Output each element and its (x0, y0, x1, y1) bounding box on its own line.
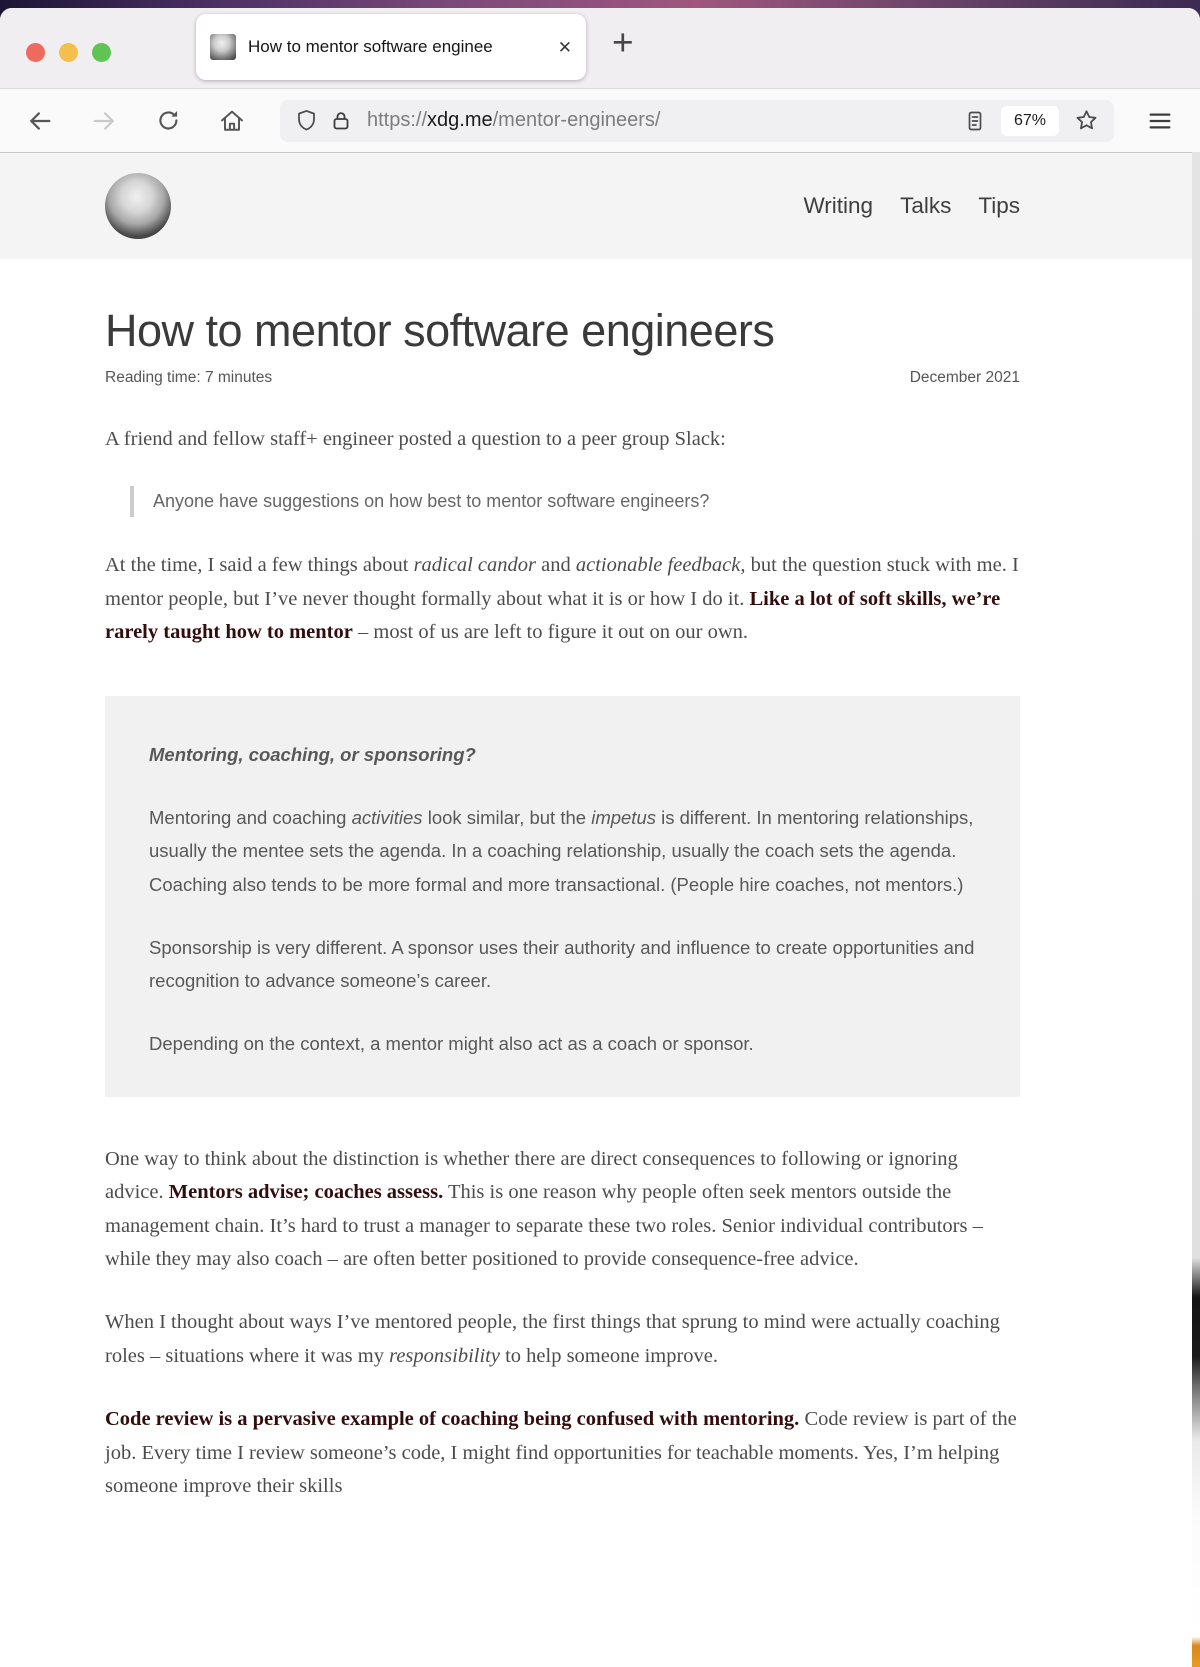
reading-time: Reading time: 7 minutes (105, 369, 273, 386)
browser-window (0, 8, 1200, 1667)
hamburger-menu-icon (1146, 107, 1174, 135)
browser-tab[interactable] (196, 14, 586, 80)
reload-button[interactable] (148, 101, 188, 141)
tab-favicon-icon (210, 34, 236, 60)
paragraph-code-review: Code review is a pervasive example of coaching being confused with mentoring. Code review is part of the job. Every time I review someone’s code, I might find opportunities for teachable moments. Yes, I’m helping someone improve their skills (105, 1408, 1017, 1497)
bookmark-star-icon[interactable] (1073, 107, 1100, 134)
back-arrow-icon (26, 107, 54, 135)
zoom-level-badge[interactable]: 67% (1001, 106, 1059, 136)
sidebar-note-box (105, 696, 1020, 1097)
aside-heading: Mentoring, coaching, or sponsoring? (149, 743, 476, 765)
home-button[interactable] (212, 101, 252, 141)
menu-button[interactable] (1140, 101, 1180, 141)
nav-link-talks[interactable]: Talks (900, 193, 952, 218)
aside-paragraph-2: Sponsorship is very different. A sponsor uses their authority and influence to create opportunities and recognition to advance someone’s career. (149, 936, 975, 992)
home-icon (218, 107, 246, 135)
url-text[interactable] (367, 109, 661, 132)
window-controls (26, 43, 111, 62)
url-scheme: https:// (367, 109, 428, 131)
bold-mentors-advise: Mentors advise; coaches assess. (168, 1181, 444, 1204)
article (105, 259, 1020, 1503)
bold-rarely-taught: Like a lot of soft skills, we’re rarely taught how to mentor (105, 587, 1001, 644)
emphasis-activities: activities (351, 806, 423, 828)
publish-date: December 2021 (909, 369, 1020, 386)
site-nav (803, 193, 1020, 219)
paragraph-when-i-thought: When I thought about ways I’ve mentored people, the first things that sprung to mind were actually coaching roles – situations where it was my responsibility to help someone improve. (105, 1311, 1000, 1367)
address-bar[interactable] (280, 100, 1114, 142)
emphasis-impetus: impetus (591, 806, 656, 828)
emphasis-radical-candor: radical candor (413, 554, 536, 577)
url-host: xdg.me (427, 109, 493, 131)
page-title: How to mentor software engineers (105, 305, 775, 356)
nav-link-writing[interactable]: Writing (803, 193, 874, 218)
minimize-window-button[interactable] (59, 43, 78, 62)
site-author-avatar[interactable] (105, 173, 171, 239)
reload-icon (155, 107, 182, 134)
emphasis-responsibility: responsibility (389, 1344, 500, 1367)
paragraph-at-the-time: At the time, I said a few things about radical candor and actionable feedback, but the question stuck with me. I mentor people, but I’ve never thought formally about what it is or how I do it. Like a lot of soft skills, we’re rarely taught how to mentor – most of us are left to figure it out on our own. (105, 554, 1019, 644)
bold-code-review: Code review is a pervasive example of coaching being confused with mentoring. (105, 1408, 800, 1431)
forward-arrow-icon (90, 107, 118, 135)
tracking-protection-shield-icon[interactable] (294, 108, 319, 133)
close-window-button[interactable] (26, 43, 45, 62)
article-meta (105, 369, 1020, 387)
browser-toolbar (0, 89, 1200, 153)
aside-paragraph-3: Depending on the context, a mentor might also act as a coach or sponsor. (149, 1033, 754, 1055)
paragraph-one-way: One way to think about the distinction is whether there are direct consequences to following or ignoring advice. Mentors advise; coaches assess. This is one reason why people often seek mentors outside the management chain. It’s hard to trust a manager to separate these two roles. Senior individual contributors – while they may also coach – are often better positioned to provide consequence-free advice. (105, 1147, 983, 1270)
new-tab-button[interactable]: + (612, 22, 634, 63)
back-button[interactable] (20, 101, 60, 141)
emphasis-actionable-feedback: actionable feedback (575, 554, 741, 577)
zoom-window-button[interactable] (92, 43, 111, 62)
aside-paragraph-1: Mentoring and coaching activities look similar, but the impetus is different. In mentoring relationships, usually the mentee sets the agenda. In a coaching relationship, usually the coach sets the agenda. Coaching also tends to be more formal and more transactional. (People hire coaches, not mentors.) (149, 806, 974, 895)
url-path: /mentor-engineers/ (492, 109, 661, 131)
forward-button[interactable] (84, 101, 124, 141)
browser-titlebar (0, 8, 1200, 89)
desktop-wallpaper-right-strip (1192, 152, 1200, 1667)
tab-close-icon[interactable]: ✕ (557, 37, 572, 57)
reader-mode-icon[interactable] (963, 109, 987, 133)
site-header (0, 153, 1200, 259)
nav-link-tips[interactable]: Tips (978, 193, 1020, 218)
slack-quote: Anyone have suggestions on how best to mentor software engineers? (130, 486, 1020, 517)
intro-paragraph: A friend and fellow staff+ engineer posted a question to a peer group Slack: (105, 428, 726, 450)
tab-title: How to mentor software enginee (248, 37, 554, 57)
connection-secure-lock-icon[interactable] (329, 109, 353, 133)
